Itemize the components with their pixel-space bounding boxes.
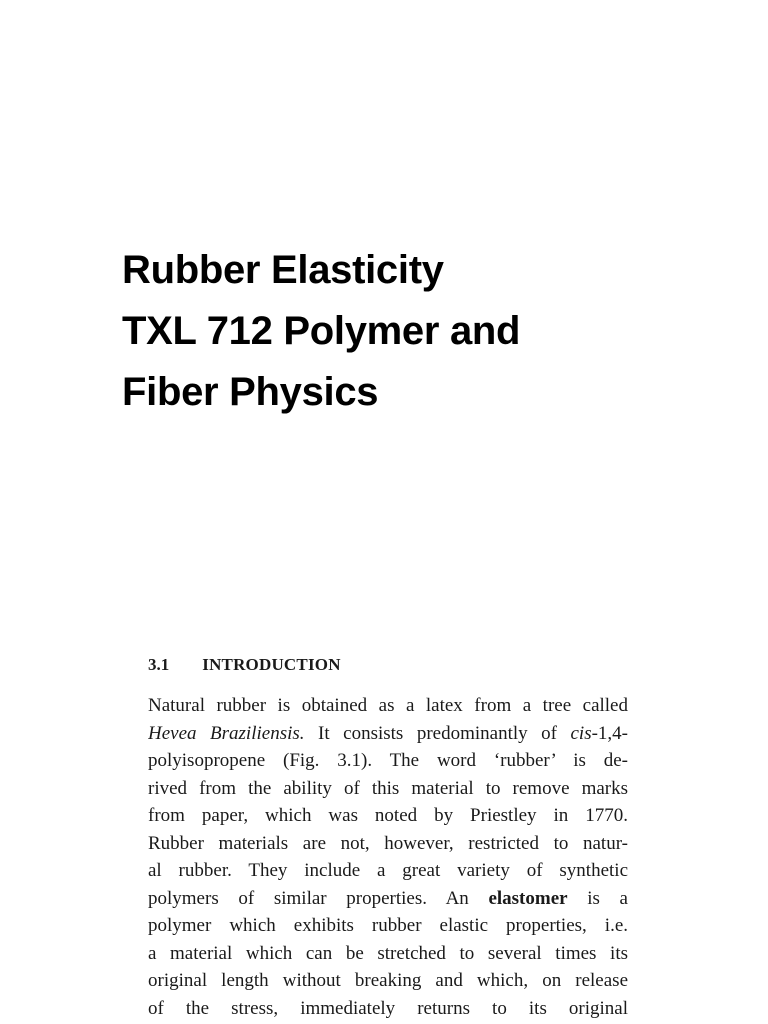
textbook-excerpt	[148, 650, 628, 1022]
paragraph-line: a material which can be stretched to several times its	[148, 942, 628, 964]
title-line-2: TXL 712 Polymer and	[122, 309, 521, 353]
paragraph-line: Hevea Braziliensis. It consists predominantly of cis-1,4-	[148, 722, 628, 744]
paragraph-line: polymer which exhibits rubber elastic properties, i.e.	[148, 915, 628, 936]
section-title: INTRODUCTION	[202, 655, 341, 674]
paragraph	[148, 692, 628, 1022]
paragraph-line: rived from the ability of this material to remove marks	[148, 777, 628, 799]
section-number: 3.1	[148, 655, 170, 674]
paragraph-line: Natural rubber is obtained as a latex from a tree called	[148, 695, 628, 716]
paragraph-line: polymers of similar properties. An elastomer is a	[148, 887, 628, 909]
paragraph-line: of the stress, immediately returns to its original	[148, 997, 628, 1019]
title-line-1: Rubber Elasticity	[122, 248, 444, 292]
paragraph-line: original length without breaking and which, on release	[148, 970, 628, 991]
title-line-3: Fiber Physics	[122, 370, 379, 414]
section-heading	[148, 650, 628, 680]
paragraph-line: al rubber. They include a great variety of synthetic	[148, 860, 628, 881]
paragraph-line: Rubber materials are not, however, restricted to natur-	[148, 832, 628, 854]
term-elastomer: elastomer	[488, 887, 568, 909]
paragraph-line: from paper, which was noted by Priestley in 1770.	[148, 805, 628, 826]
slide-title	[122, 240, 722, 423]
paragraph-line: polyisopropene (Fig. 3.1). The word ‘rubber’ is de-	[148, 750, 628, 771]
